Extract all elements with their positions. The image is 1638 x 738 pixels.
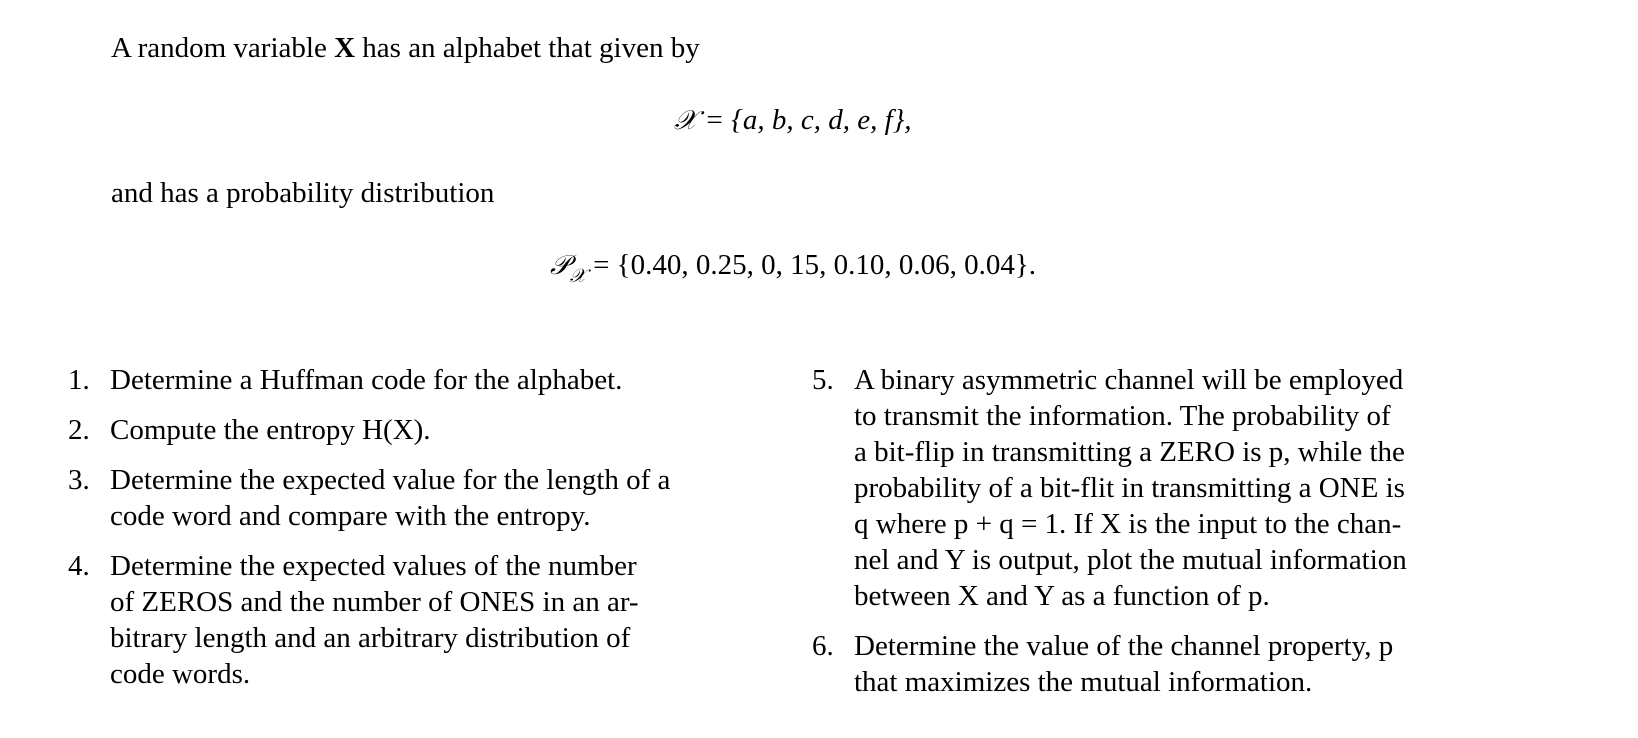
question-text-line: that maximizes the mutual information.: [854, 666, 1313, 698]
question-item: [812, 628, 1532, 700]
questions-right-column: [812, 362, 1532, 714]
question-text-line: q where p + q = 1. If X is the input to the chan-: [854, 508, 1402, 540]
question-text-line: code word and compare with the entropy.: [110, 500, 591, 532]
question-item: [68, 412, 788, 448]
distribution-subscript: 𝒳: [569, 265, 586, 287]
question-text-line: Determine a Huffman code for the alphabet.: [110, 364, 623, 396]
question-text-line: A binary asymmetric channel will be employed: [854, 364, 1404, 396]
question-text-line: Determine the expected value for the length of a: [110, 464, 671, 496]
question-text-line: Determine the expected values of the number: [110, 550, 637, 582]
question-number: 4.: [68, 550, 90, 582]
question-text-line: Compute the entropy H(X).: [110, 414, 431, 446]
question-text-line: between X and Y as a function of p.: [854, 580, 1270, 612]
question-text-line: to transmit the information. The probability of: [854, 400, 1391, 432]
question-text-line: nel and Y is output, plot the mutual information: [854, 544, 1407, 576]
intro-text: A random variable: [111, 32, 335, 64]
questions-left-column: [68, 362, 788, 706]
question-number: 2.: [68, 414, 90, 446]
variable-x: X: [334, 32, 356, 64]
alphabet-equation: [674, 104, 912, 137]
question-item: [812, 362, 1532, 614]
question-number: 1.: [68, 364, 90, 396]
question-text-line: Determine the value of the channel property, p: [854, 630, 1394, 662]
alphabet-set: = {a, b, c, d, e, f},: [697, 104, 912, 136]
question-number: 6.: [812, 630, 834, 662]
question-text-line: bitrary length and an arbitrary distribution of: [110, 622, 631, 654]
intro-line-1: [111, 32, 700, 65]
question-text-line: a bit-flip in transmitting a ZERO is p, while the: [854, 436, 1405, 468]
question-item: [68, 362, 788, 398]
question-text-line: probability of a bit-flit in transmitting a ONE is: [854, 472, 1405, 504]
intro-text: has an alphabet that given by: [355, 32, 700, 64]
question-item: [68, 462, 788, 534]
alphabet-symbol: 𝒳: [674, 105, 698, 136]
question-item: [68, 548, 788, 692]
question-text-line: of ZEROS and the number of ONES in an ar-: [110, 586, 639, 618]
question-number: 3.: [68, 464, 90, 496]
distribution-symbol: 𝒫: [550, 250, 570, 281]
intro-line-2: and has a probability distribution: [111, 177, 495, 209]
distribution-values: = {0.40, 0.25, 0, 15, 0.10, 0.06, 0.04}.: [585, 249, 1037, 281]
distribution-equation: [550, 249, 1037, 287]
question-text-line: code words.: [110, 658, 251, 690]
question-number: 5.: [812, 364, 834, 396]
